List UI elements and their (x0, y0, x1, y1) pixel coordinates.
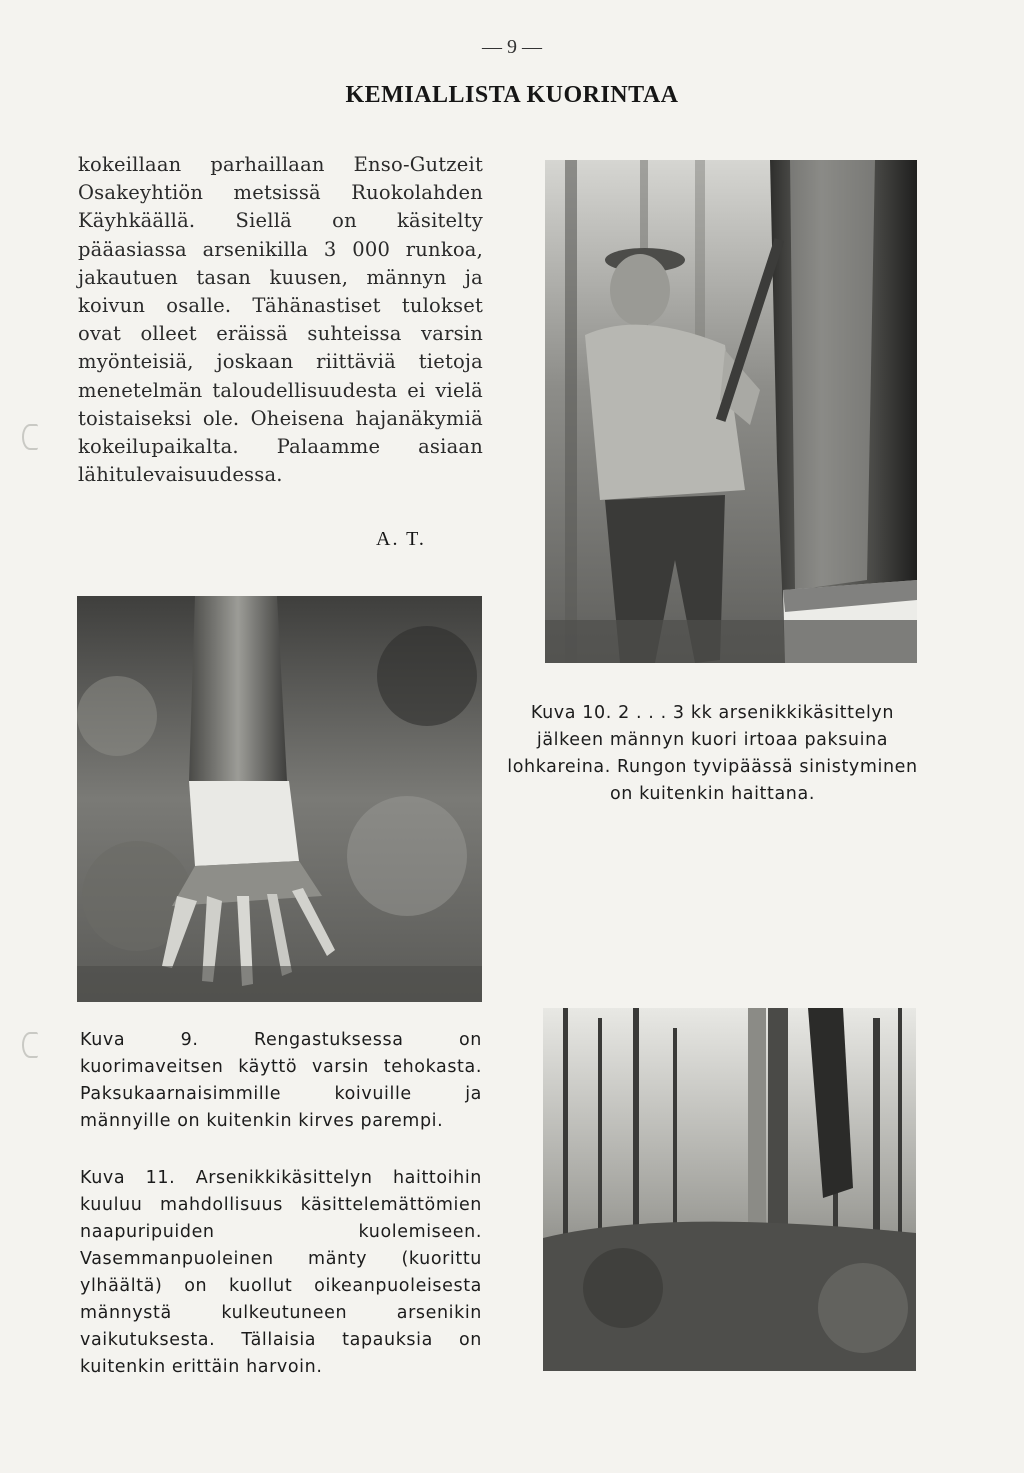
page-title: KEMIALLISTA KUORINTAA (345, 82, 679, 108)
scan-artifact-mark (22, 1032, 38, 1058)
article-paragraph: kokeillaan parhaillaan Enso-Gutzeit Osakeyhtiön metsissä Ruokolahden Käyhkäällä. Siellä on käsitelty pääasiassa arsenikilla 3 000 runkoa, jakautuen tasan kuusen, männyn ja koivun osalle. Tähänastiset tulokset ovat olleet eräissä suhteissa varsin myönteisiä, joskaan riittäviä tietoja menetelmän taloudellisuudesta ei vielä toistaiseksi ole. Oheisena hajanäkymiä kokeilupaikalta. Palaamme asiaan lähitulevaisuudessa. (78, 153, 483, 487)
caption-kuva9 (80, 1027, 482, 1135)
caption-kuva9-label: Kuva 9. (80, 1030, 199, 1050)
caption-kuva11-text: Arsenikkikäsittelyn haittoihin kuuluu mahdollisuus käsittelemättömien naapuripuiden kuolemiseen. Vasemmanpuoleinen mänty (kuorittu ylhäältä) on kuollut oikeanpuoleisesta männystä kulkeutuneen arsenikin vaikutuksesta. Tällaisia tapauksia on kuitenkin erittäin harvoin. (80, 1168, 482, 1377)
caption-kuva11-label: Kuva 11. (80, 1168, 176, 1188)
caption-kuva11 (80, 1165, 482, 1381)
article-signature: A. T. (376, 528, 426, 550)
caption-kuva9-text: Rengastuksessa on kuorimaveitsen käyttö varsin tehokasta. Paksukaarnaisimmille koivuille ja männyille on kuitenkin kirves parempi. (80, 1030, 482, 1131)
caption-kuva10-text: 2 . . . 3 kk arsenikkikäsittelyn jälkeen männyn kuori irtoaa paksuina lohkareina. Rungon tyvipäässä sinistyminen on kuitenkin haittana. (507, 703, 918, 804)
photo-kuva11-forest-dead-pine (543, 1008, 916, 1371)
scan-artifact-mark (22, 424, 38, 450)
photo-kuva10-man-peeling-bark (545, 160, 917, 663)
page-number: — 9 — (482, 36, 542, 58)
photo-kuva9-ringed-tree (77, 596, 482, 1002)
caption-kuva10-label: Kuva 10. (530, 703, 612, 723)
caption-kuva10 (505, 700, 920, 808)
